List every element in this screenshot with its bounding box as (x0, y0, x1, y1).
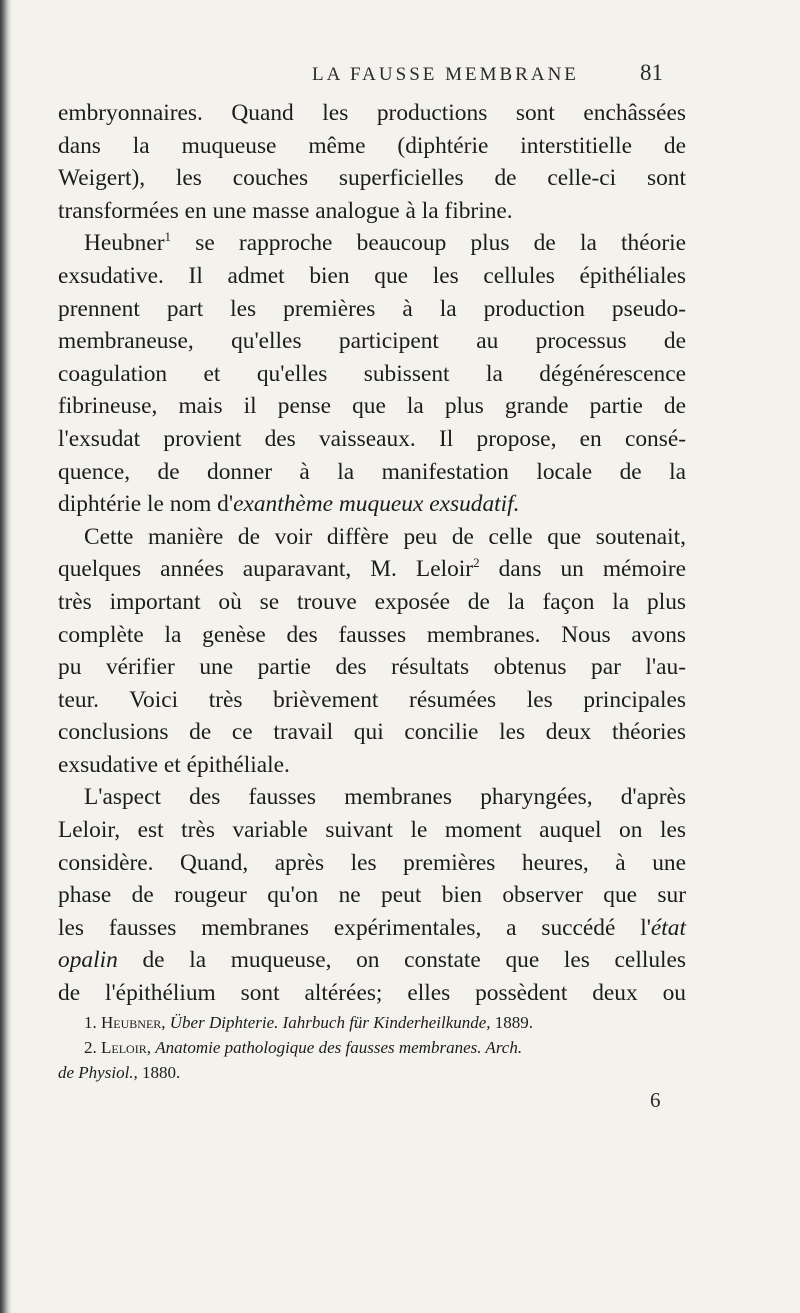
text-line: l'exsudat provient des vaisseaux. Il propose, en consé- (58, 425, 686, 452)
page-number: 81 (640, 60, 663, 85)
text-line: membraneuse, qu'elles participent au processus de (58, 328, 686, 355)
text-line: embryonnaires. Quand les productions sont enchâssées (58, 100, 686, 126)
page-edge-shadow (0, 0, 12, 1313)
footnote-title: de Physiol., (58, 1063, 138, 1082)
footnote-year: 1880. (142, 1063, 181, 1082)
text-run-italic: exanthème muqueux exsudatif. (233, 491, 520, 518)
signature-mark: 6 (650, 1088, 661, 1112)
text-line: complète la genèse des fausses membranes. Nous avons (58, 621, 686, 648)
footnote-title: Anatomie pathologique des fausses membranes. Arch. (155, 1038, 523, 1057)
text-line: fibrineuse, mais il pense que la plus grande partie de (58, 393, 686, 420)
text-line (58, 912, 686, 945)
text-line: coagulation et qu'elles subissent la dégénérescence (58, 360, 686, 387)
text-line: Leloir, est très variable suivant le moment auquel on les (58, 817, 686, 844)
text-line: teur. Voici très brièvement résumées les principales (58, 686, 686, 713)
page-header (0, 60, 800, 100)
body-text (58, 97, 686, 1010)
footnote-1 (58, 1010, 686, 1035)
text-line: de l'épithélium sont altérées; elles possèdent deux ou (58, 980, 686, 1007)
footnote-author: Heubner, (101, 1013, 166, 1032)
text-line: prennent part les premières à la production pseudo- (58, 295, 686, 322)
text-line: phase de rougeur qu'on ne peut bien observer que sur (58, 882, 686, 909)
text-line: quence, de donner à la manifestation locale de la (58, 458, 686, 485)
text-run: de la muqueuse, on constate que les cellules (117, 947, 686, 974)
footnote-2 (58, 1035, 686, 1060)
footnotes (58, 1010, 686, 1085)
text-line: Cette manière de voir diffère peu de celle que soutenait, (84, 523, 686, 550)
text-line: dans la muqueuse même (diphtérie interstitielle de (58, 132, 686, 159)
running-title: LA FAUSSE MEMBRANE (312, 64, 579, 85)
footnote-ref: 2 (473, 555, 480, 571)
text-line (58, 553, 686, 586)
text-run: diphtérie le nom d' (58, 491, 234, 518)
footnote-year: 1889. (494, 1013, 534, 1032)
text-line (58, 944, 686, 977)
text-line: L'aspect des fausses membranes pharyngées, d'après (84, 784, 686, 811)
footnote-2-continued (58, 1060, 686, 1085)
text-run: les fausses membranes expérimentales, a succédé l' (58, 914, 651, 941)
text-line: exsudative. Il admet bien que les cellules épithéliales (58, 262, 686, 289)
text-run: quelques années auparavant, M. Leloir (58, 556, 474, 583)
footnote-ref: 1 (164, 229, 172, 245)
text-run-italic: opalin (58, 947, 118, 974)
footnote-title: Über Diphterie. Iahrbuch für Kinderheilkunde, (169, 1013, 491, 1032)
text-line: exsudative et épithéliale. (58, 751, 290, 778)
text-run: se rapproche beaucoup plus de la théorie (171, 230, 686, 257)
text-line: considère. Quand, après les premières heures, à une (58, 849, 686, 876)
footnote-number: 1. (84, 1013, 97, 1032)
text-run: Heubner (84, 230, 165, 257)
text-line: transformées en une masse analogue à la fibrine. (58, 197, 513, 224)
text-line: conclusions de ce travail qui concilie les deux théories (58, 719, 686, 746)
footnote-number: 2. (84, 1038, 97, 1057)
text-line: pu vérifier une partie des résultats obtenus par l'au- (58, 654, 686, 681)
text-line: très important où se trouve exposée de la façon la plus (58, 588, 686, 615)
text-line (58, 227, 686, 260)
text-line: Weigert), les couches superficielles de celle-ci sont (58, 165, 686, 192)
text-run: dans un mémoire (479, 556, 686, 583)
footnote-author: Leloir, (101, 1038, 151, 1057)
text-run-italic: état (650, 914, 686, 941)
text-line (58, 488, 686, 521)
